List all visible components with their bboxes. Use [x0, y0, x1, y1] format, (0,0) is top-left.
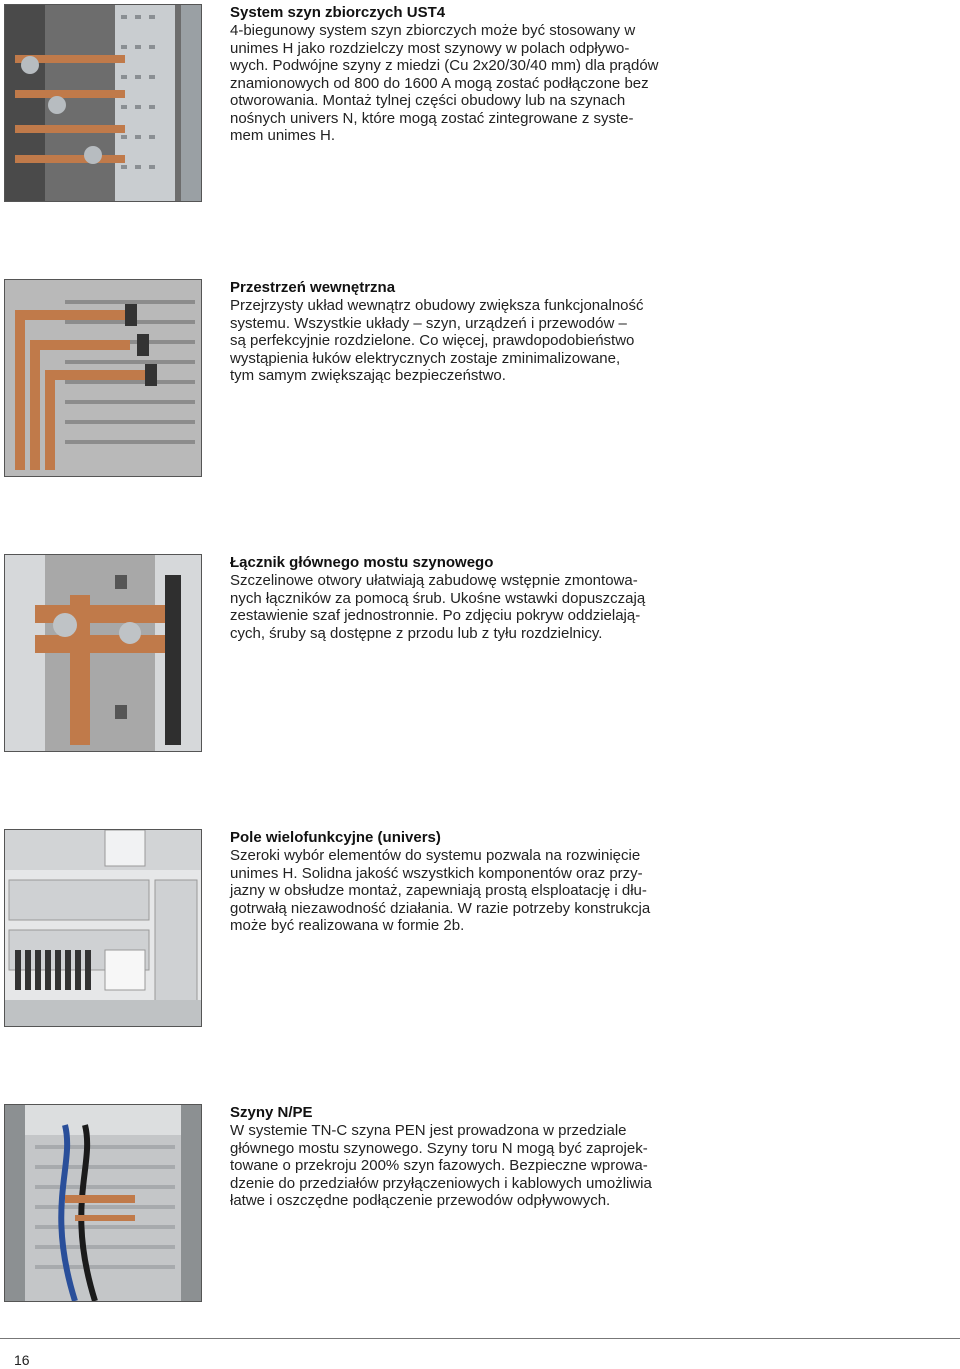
body-line: towane o przekroju 200% szyn fazowych. Bezpieczne wprowa- — [230, 1157, 648, 1174]
section-text — [230, 1104, 690, 1210]
footer-divider — [0, 1338, 960, 1339]
section-body — [230, 22, 690, 145]
body-line: może być realizowana w formie 2b. — [230, 917, 465, 934]
section-title: Szyny N/PE — [230, 1104, 313, 1121]
page-number: 16 — [14, 1352, 30, 1368]
body-line: głównego mostu szynowego. Szyny toru N mogą być zaprojek- — [230, 1139, 648, 1157]
body-line: Przejrzysty układ wewnątrz obudowy zwiększa funkcjonalność — [230, 297, 644, 314]
section-body — [230, 847, 690, 935]
n-pe-bars-photo — [4, 1104, 202, 1302]
body-line: są perfekcyjnie rozdzielone. Co więcej, prawdopodobieństwo — [230, 332, 635, 349]
section-text — [230, 554, 690, 642]
body-line: W systemie TN-C szyna PEN jest prowadzona w przedziale — [230, 1122, 627, 1139]
body-line: gotrwałą niezawodność działania. W razie potrzeby konstrukcja — [230, 899, 651, 917]
body-line: nośnych univers N, które mogą zostać zintegrowane z syste- — [230, 109, 634, 127]
section-title: Łącznik głównego mostu szynowego — [230, 554, 494, 571]
section-text — [230, 279, 690, 385]
body-line: 4-biegunowy system szyn zbiorczych może być stosowany w — [230, 22, 636, 39]
body-line: łatwe i oszczędne podłączenie przewodów odpływowych. — [230, 1192, 611, 1209]
section-text — [230, 4, 690, 145]
body-line: systemu. Wszystkie układy – szyn, urządzeń i przewodów – — [230, 314, 627, 332]
section-text — [230, 829, 690, 935]
body-line: unimes H jako rozdzielczy most szynowy w polach odpływo- — [230, 39, 630, 57]
body-line: unimes H. Solidna jakość wszystkich komponentów oraz przy- — [230, 864, 643, 882]
body-line: zestawienie szaf jednostronnie. Po zdjęciu pokryw oddzielają- — [230, 607, 641, 624]
body-line: otworowania. Montaż tylnej części obudowy lub na szynach — [230, 92, 626, 109]
section-body — [230, 572, 690, 642]
body-line: cych, śruby są dostępne z przodu lub z tyłu rozdzielnicy. — [230, 624, 603, 642]
body-line: mem unimes H. — [230, 127, 336, 144]
section-title: Przestrzeń wewnętrzna — [230, 279, 396, 296]
interior-space-photo — [4, 279, 202, 477]
section-body — [230, 1122, 690, 1210]
busbar-system-photo — [4, 4, 202, 202]
section-title: Pole wielofunkcyjne (univers) — [230, 829, 441, 846]
section-body — [230, 297, 690, 385]
busbar-connector-photo — [4, 554, 202, 752]
section-title: System szyn zbiorczych UST4 — [230, 4, 446, 21]
body-line: tym samym zwiększając bezpieczeństwo. — [230, 367, 506, 384]
body-line: Szczelinowe otwory ułatwiają zabudowę wstępnie zmontowa- — [230, 572, 638, 589]
body-line: nych łączników za pomocą śrub. Ukośne wstawki dopuszczają — [230, 589, 646, 607]
body-line: wych. Podwójne szyny z miedzi (Cu 2x20/30/40 mm) dla prądów — [230, 57, 659, 74]
body-line: znamionowych od 800 do 1600 A mogą zostać podłączone bez — [230, 74, 649, 92]
body-line: dzenie do przedziałów przyłączeniowych i kablowych umożliwia — [230, 1174, 652, 1192]
body-line: wystąpienia łuków elektrycznych zostaje zminimalizowane, — [230, 349, 621, 367]
multifunction-field-photo — [4, 829, 202, 1027]
body-line: Szeroki wybór elementów do systemu pozwala na rozwinięcie — [230, 847, 641, 864]
body-line: jazny w obsłudze montaż, zapewniają prostą elsploatację i dłu- — [230, 882, 647, 899]
